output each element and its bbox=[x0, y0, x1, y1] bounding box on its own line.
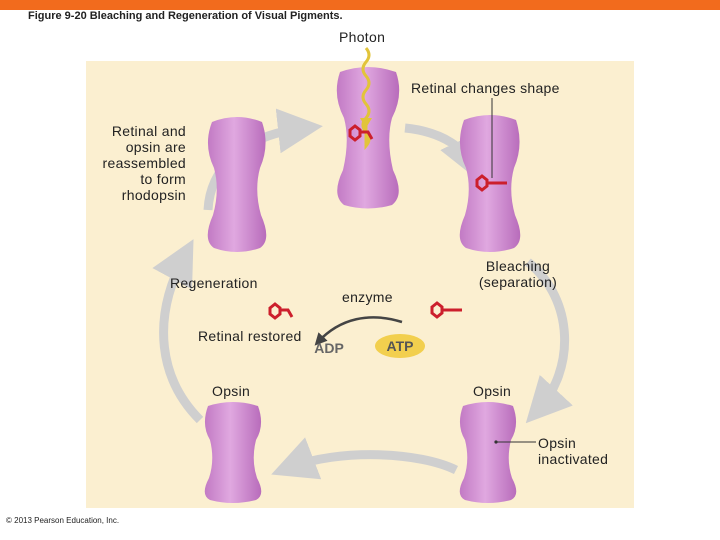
adp-label: ADP bbox=[314, 340, 344, 356]
opsin-protein-bottom-left bbox=[205, 402, 262, 503]
cycle-arrow-bottom bbox=[288, 455, 456, 470]
label-bleaching-line-1: Bleaching bbox=[485, 258, 551, 274]
label-retinal-changes-shape: Retinal changes shape bbox=[411, 80, 560, 96]
label-reassembled-line-4: to form bbox=[140, 171, 186, 187]
figure-title: Figure 9-20 Bleaching and Regeneration of Visual Pigments. bbox=[28, 10, 343, 22]
label-retinal-restored: Retinal restored bbox=[198, 328, 302, 344]
label-opsin-inactivated-line-2: inactivated bbox=[538, 451, 609, 467]
label-reassembled-line-5: rhodopsin bbox=[121, 187, 186, 203]
label-bleaching-line-2: (separation) bbox=[478, 274, 558, 290]
atp-label: ATP bbox=[386, 338, 414, 354]
retinal-restored-bent bbox=[270, 304, 292, 318]
copyright-notice: © 2013 Pearson Education, Inc. bbox=[6, 516, 120, 525]
label-regeneration: Regeneration bbox=[170, 275, 258, 291]
label-reassembled bbox=[84, 123, 186, 203]
label-reassembled-line-1: Retinal and bbox=[111, 123, 186, 139]
label-opsin-right: Opsin bbox=[473, 383, 512, 399]
label-opsin-left: Opsin bbox=[212, 383, 251, 399]
label-opsin-inactivated bbox=[538, 435, 608, 467]
retinal-straight-free bbox=[432, 303, 462, 317]
label-reassembled-line-2: opsin are bbox=[125, 139, 186, 155]
leader-dot bbox=[494, 440, 497, 443]
label-bleaching bbox=[470, 258, 566, 290]
opsin-protein-bottom-right bbox=[460, 402, 517, 503]
label-opsin-inactivated-line-1: Opsin bbox=[538, 435, 577, 451]
label-enzyme: enzyme bbox=[342, 289, 393, 305]
label-photon: Photon bbox=[339, 29, 386, 45]
label-reassembled-line-3: reassembled bbox=[102, 155, 186, 171]
